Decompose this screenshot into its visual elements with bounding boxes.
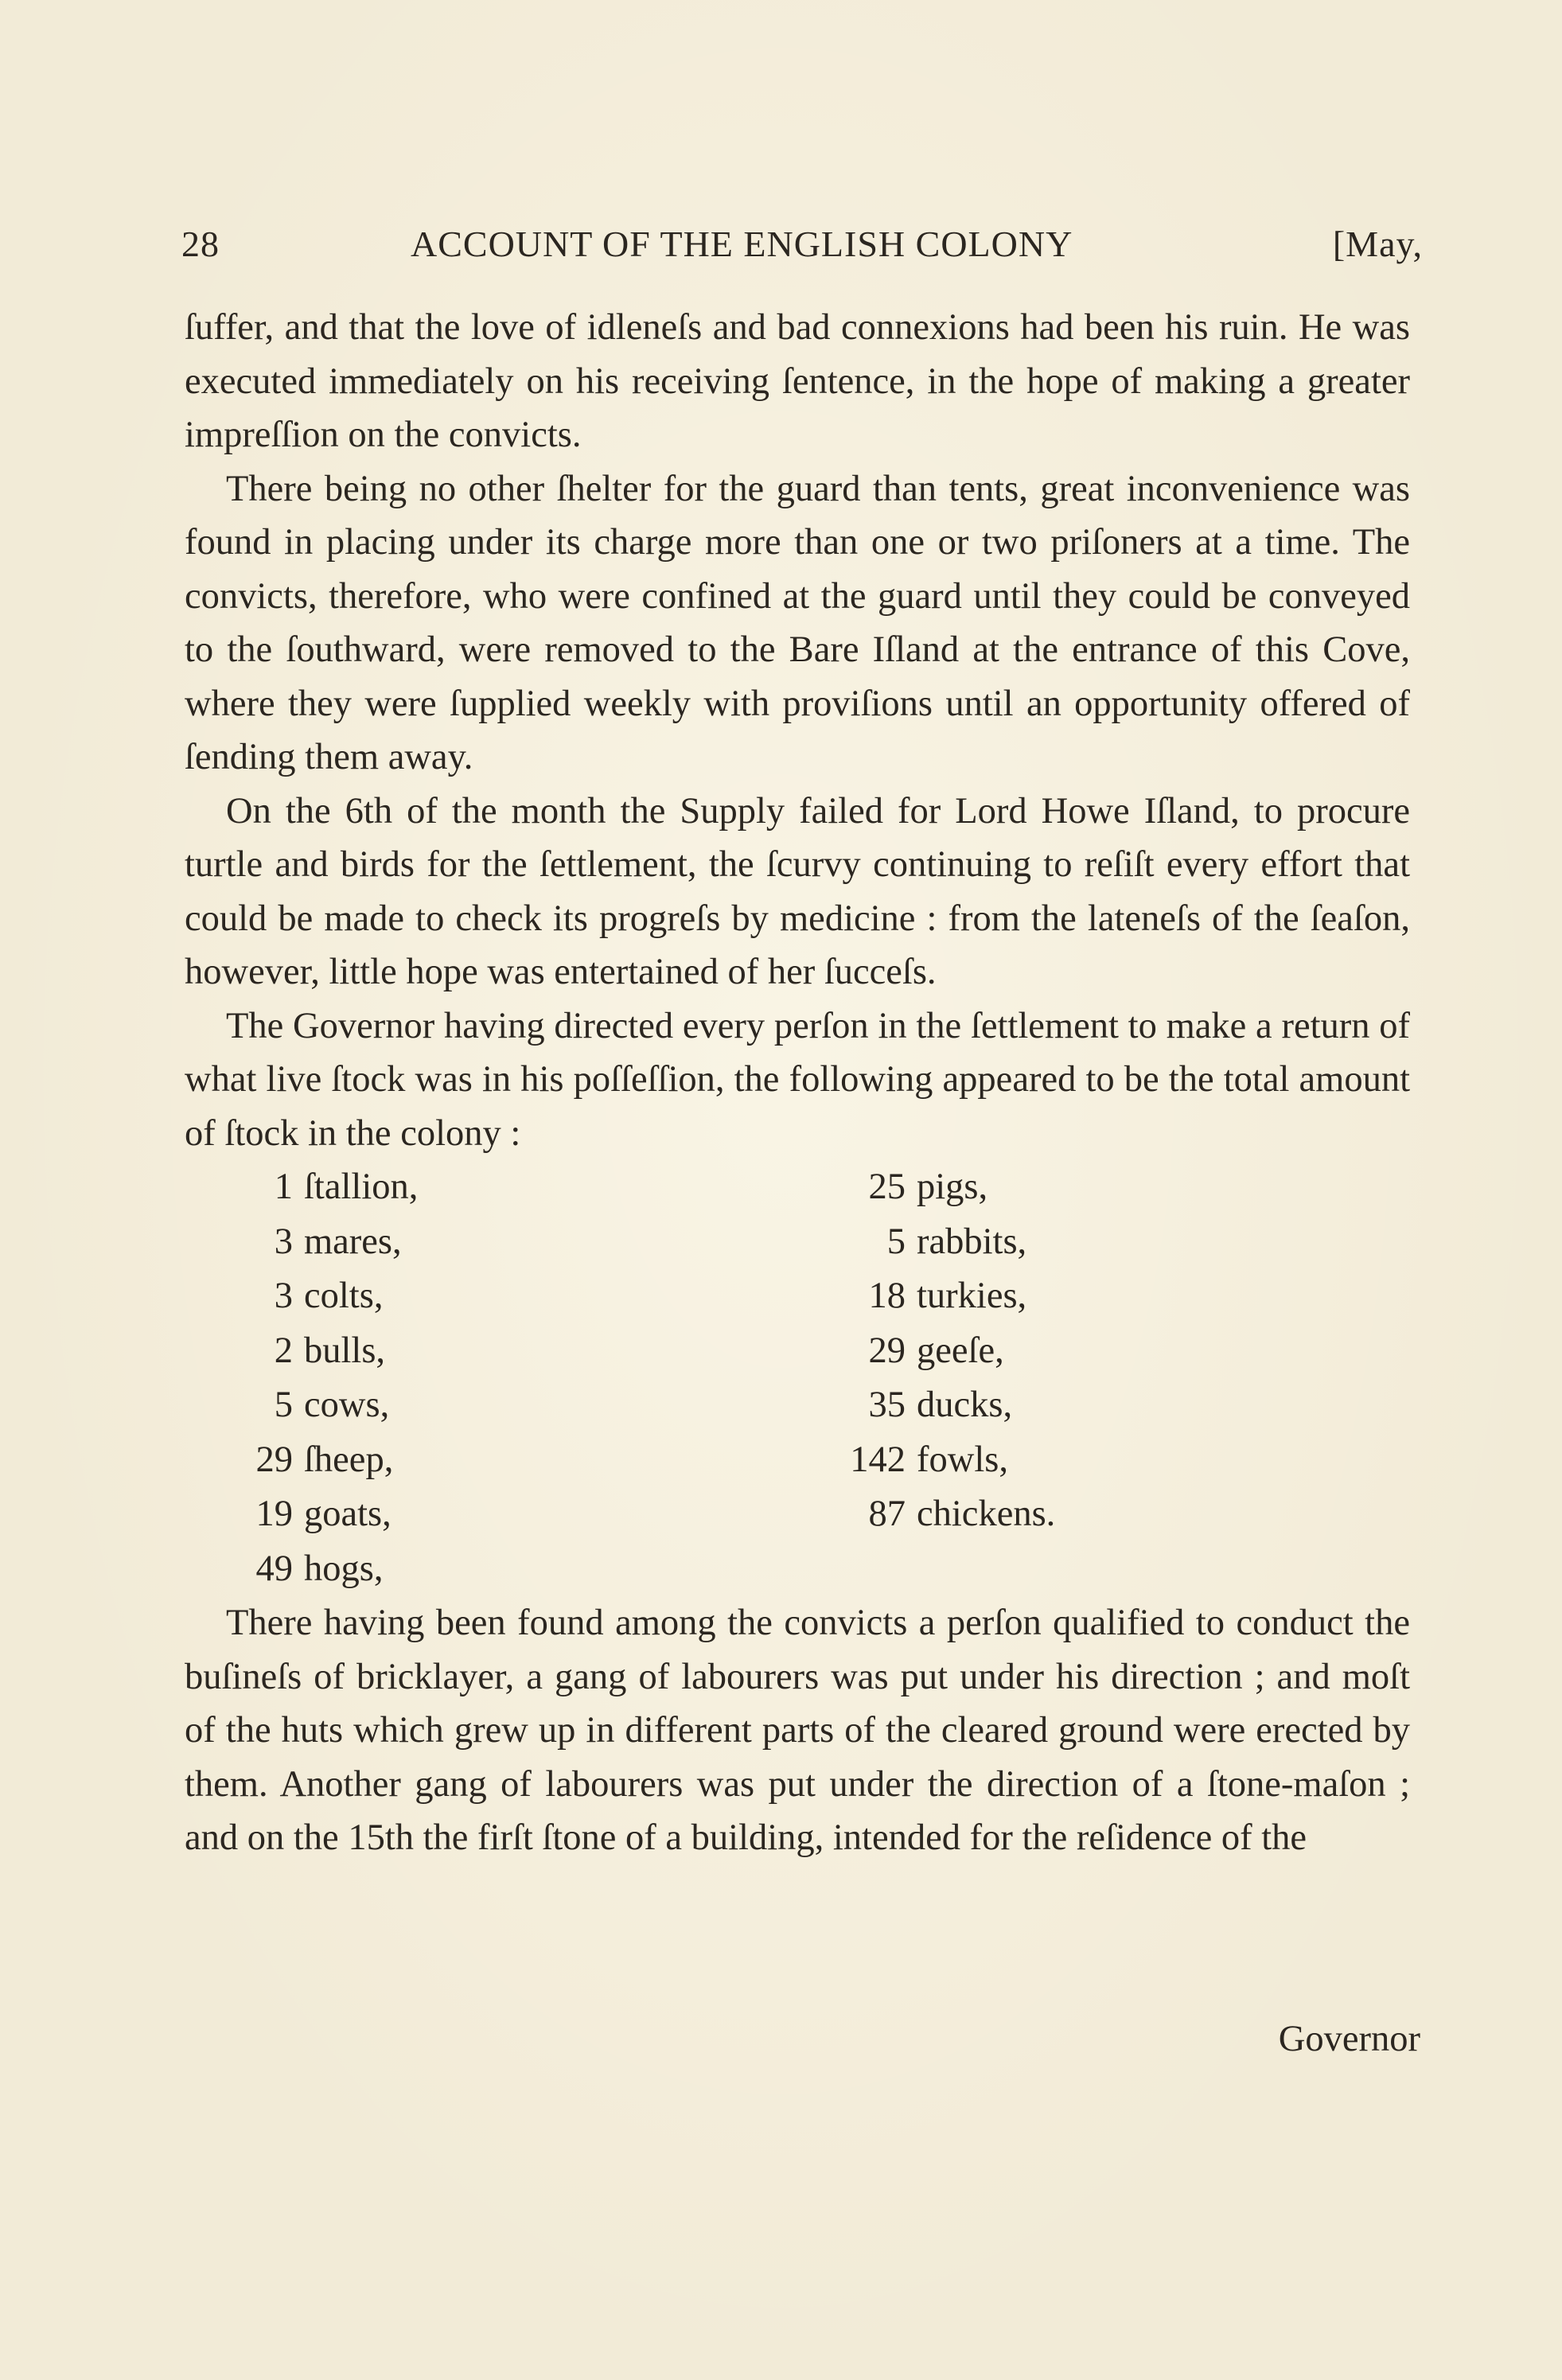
stock-right-name: fowls,: [917, 1439, 1008, 1480]
body-text: [185, 301, 1410, 1865]
stock-left-count: 49: [255, 1548, 293, 1589]
stock-left-name: goats,: [304, 1494, 391, 1534]
stock-left-count: 1: [274, 1167, 293, 1207]
livestock-table: [185, 1160, 1410, 1596]
stock-left-count: 29: [255, 1439, 293, 1480]
stock-right-name: chickens.: [917, 1494, 1056, 1534]
stock-right-count: 5: [886, 1221, 906, 1262]
catchword: Governor: [1278, 2019, 1420, 2059]
stock-right-name: turkies,: [917, 1276, 1027, 1316]
stock-left-count: 2: [274, 1330, 293, 1371]
stock-right-name: geeſe,: [917, 1330, 1004, 1371]
paragraph-2: There being no other ſhelter for the guard than tents, great inconvenience was found in placing under its charge more than one or two priſoners at a time. The convicts, therefore, who were confined at the guard until they could be conveyed to the ſouthward, were removed to the Bare Iſland at the entrance of this Cove, where they were ſupplied weekly with proviſions until an opportunity offered of ſending them away.: [185, 468, 1410, 777]
stock-right-name: ducks,: [917, 1385, 1013, 1425]
stock-left-name: bulls,: [304, 1330, 386, 1371]
stock-left-name: ſheep,: [304, 1439, 394, 1480]
running-head: [181, 223, 1423, 279]
paragraph-5: There having been found among the convicts a perſon qualified to conduct the buſineſs of bricklayer, a gang of labourers was put under his direction ; and moſt of the huts which grew up in different parts of the cleared ground were erected by them. Another gang of labourers was put under the direction of a ſtone-maſon ; and on the 15th the firſt ſtone of a building, intended for the reſidence of the: [185, 1603, 1410, 1858]
running-title: ACCOUNT OF THE ENGLISH COLONY: [411, 224, 1073, 264]
paragraph-4: The Governor having directed every perſon in the ſettlement to make a return of what live ſtock was in his poſſeſſion, the following appeared to be the total amount of ſtock in the colony :: [185, 1005, 1410, 1154]
stock-left-count: 19: [255, 1494, 293, 1534]
stock-left-count: 5: [274, 1385, 293, 1425]
stock-right-count: 29: [868, 1330, 906, 1371]
stock-right-count: [797, 1542, 917, 1597]
stock-left-name: cows,: [304, 1385, 390, 1425]
stock-right-count: 87: [868, 1494, 906, 1534]
stock-right-count: 25: [868, 1167, 906, 1207]
stock-right-count: 35: [868, 1385, 906, 1425]
paragraph-3: On the 6th of the month the Supply failed for Lord Howe Iſland, to procure turtle and birds for the ſettlement, the ſcurvy continuing to reſiſt every effort that could be made to check its progreſs by medicine : from the lateneſs of the ſeaſon, however, little hope was entertained of her ſucceſs.: [185, 790, 1410, 992]
running-section: [May,: [1332, 224, 1423, 264]
stock-right-count: 18: [868, 1276, 906, 1316]
stock-right-name: [917, 1542, 1235, 1597]
stock-left-count: 3: [274, 1276, 293, 1316]
stock-left-name: mares,: [304, 1221, 402, 1262]
stock-left-name: hogs,: [304, 1548, 384, 1589]
stock-left-name: colts,: [304, 1276, 384, 1316]
paragraph-1: ſuffer, and that the love of idleneſs and bad connexions had been his ruin. He was executed immediately on his receiving ſentence, in the hope of making a greater impreſſion on the convicts.: [185, 307, 1410, 455]
stock-left-count: 3: [274, 1221, 293, 1262]
stock-right-name: pigs,: [917, 1167, 988, 1207]
stock-right-count: 142: [850, 1439, 906, 1480]
stock-right-name: rabbits,: [917, 1221, 1027, 1262]
stock-left-name: ſtallion,: [304, 1167, 419, 1207]
page-number: 28: [181, 224, 220, 264]
